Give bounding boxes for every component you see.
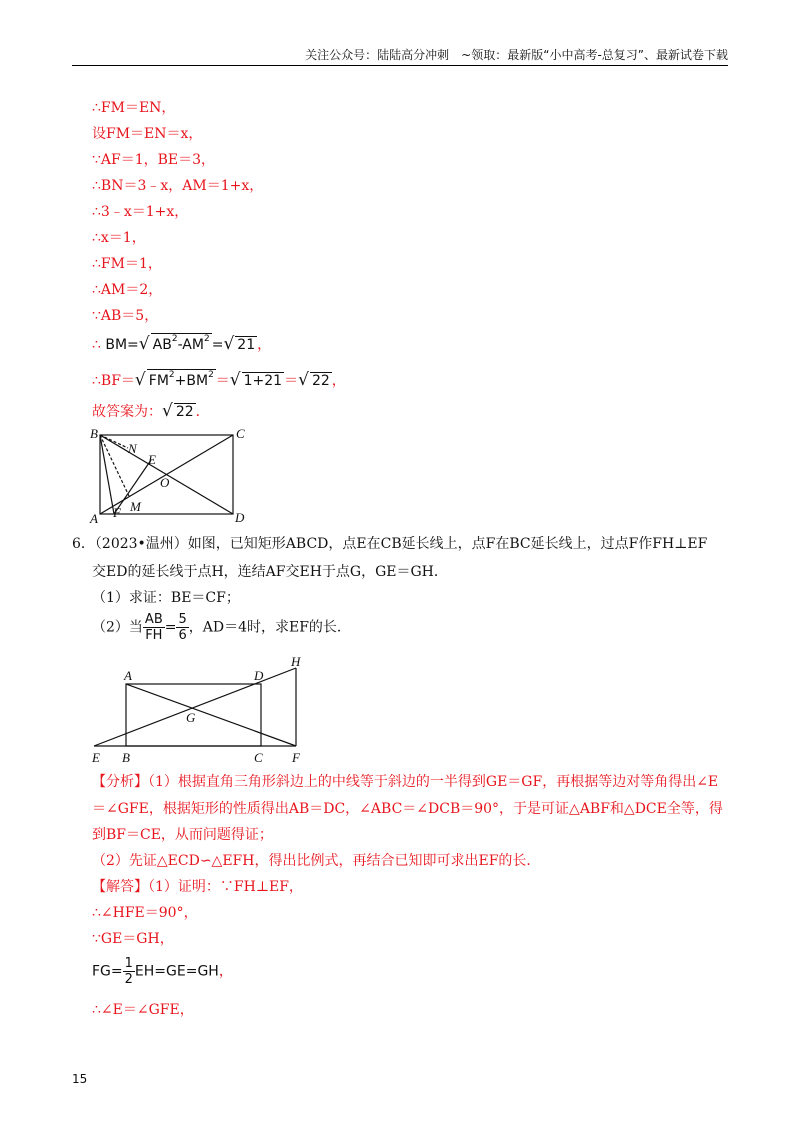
bf-formula: [92, 369, 346, 390]
radicand: 22: [311, 373, 330, 389]
rectangle-figure-2: [88, 652, 318, 766]
solution-line: ∴x＝1，: [92, 230, 146, 246]
label-O: O: [160, 475, 170, 490]
part2-suffix: ，AD＝4时，求EF的长．: [188, 619, 351, 636]
part2-prefix: （2）当: [92, 619, 143, 636]
radicand: [151, 333, 212, 353]
radicand: 22: [175, 404, 194, 420]
equals: ＝: [284, 373, 299, 389]
label-F: F: [113, 505, 121, 520]
exponent: 2: [208, 370, 214, 380]
page-header: 关注公众号：陆陆高分冲刺 ~领取：最新版“小中高考-总复习”、最新试卷下载: [305, 48, 728, 62]
label-F: F: [292, 750, 300, 765]
radicand-term: -AM: [177, 337, 204, 353]
denominator: FH: [145, 628, 163, 643]
fraction: [176, 612, 188, 643]
rectangle-figure-1: [86, 424, 256, 524]
question-6-line2: 交ED的延长线于点H，连结AF交EH于点G，GE＝GH．: [92, 564, 448, 580]
numerator: 5: [178, 612, 187, 627]
label-A: A: [124, 668, 132, 683]
solution-line: ∴AM＝2，: [92, 282, 163, 298]
solution-line: ∴BN＝3﹣x，AM＝1+x，: [92, 178, 264, 194]
fraction: [143, 612, 165, 643]
analysis-line: 【分析】（1）根据直角三角形斜边上的中线等于斜边的一半得到GE＝GF，再根据等边对等角得出∠E: [92, 774, 719, 790]
exponent: 2: [171, 334, 178, 344]
fraction: [123, 956, 135, 987]
radical-sign: √: [162, 401, 173, 421]
label-A: A: [90, 511, 98, 524]
radicand-term: +BM: [174, 373, 209, 389]
radical-sign: √: [223, 334, 235, 354]
equals: =: [211, 337, 224, 353]
solution-line: ∵AB＝5，: [92, 308, 159, 324]
numerator: 1: [124, 956, 133, 971]
label-M: M: [130, 499, 141, 514]
answer-prefix: 故答案为：: [92, 404, 162, 420]
punct: ．: [195, 404, 210, 420]
solution-line: ∴∠HFE＝90°，: [92, 905, 198, 921]
label-C: C: [254, 750, 263, 765]
punct: ，: [331, 373, 346, 389]
analysis-line: ＝∠GFE，根据矩形的性质得出AB＝DC，∠ABC＝∠DCB＝90°，于是可证△ABF和△DCE全等，得: [92, 801, 723, 817]
question-6-part1: （1）求证：BE＝CF；: [92, 590, 240, 606]
label-D: D: [235, 510, 245, 524]
solution-line: ∴3﹣x＝1+x，: [92, 204, 189, 220]
label-C: C: [236, 426, 245, 441]
formula-rhs: EH=GE=GH: [134, 963, 219, 980]
punct: ，: [218, 963, 233, 980]
answer-line: [92, 401, 210, 421]
label-D: D: [254, 668, 264, 683]
solution-line: 【解答】（1）证明：∵FH⊥EF，: [92, 879, 303, 895]
label-B: B: [122, 750, 130, 765]
label-E: E: [148, 452, 156, 467]
radical-sign: √: [138, 334, 150, 354]
analysis-line: 到BF＝CE，从而问题得证；: [92, 827, 273, 843]
formula-prefix: ∴BF＝: [92, 373, 135, 389]
denominator: 6: [178, 628, 187, 643]
radicand: 1+21: [243, 373, 283, 389]
question-6-part2: [92, 612, 351, 643]
equals: =: [164, 619, 177, 636]
label-H: H: [291, 654, 301, 669]
label-E: E: [92, 750, 100, 765]
solution-line: 设FM＝EN＝x，: [92, 126, 203, 142]
radicand-term: AB: [152, 337, 172, 353]
label-N: N: [128, 441, 137, 456]
solution-line: ∴FM＝EN，: [92, 100, 176, 116]
formula-lhs: FG=: [92, 963, 123, 980]
fg-formula: [92, 956, 233, 987]
exponent: 2: [168, 370, 175, 380]
exponent: 2: [203, 334, 210, 344]
label-G: G: [186, 710, 196, 725]
denominator: 2: [124, 972, 133, 987]
radical-sign: √: [298, 370, 309, 390]
solution-line: ∴FM＝1，: [92, 256, 162, 272]
header-rule: [72, 65, 728, 66]
radicand: [147, 369, 216, 389]
bm-formula: [92, 333, 271, 354]
radicand: 21: [237, 337, 256, 353]
punct: ，: [257, 337, 272, 353]
page-number: 15: [72, 1072, 88, 1086]
label-B: B: [90, 426, 98, 441]
equals: ＝: [215, 373, 230, 389]
radical-sign: √: [229, 370, 241, 390]
solution-line: ∵GE＝GH，: [92, 931, 174, 947]
formula-prefix: ∴: [92, 337, 101, 353]
numerator: AB: [144, 612, 163, 627]
solution-line: ∴∠E＝∠GFE，: [92, 1002, 194, 1018]
solution-line: ∵AF＝1，BE＝3，: [92, 152, 216, 168]
formula-lhs: BM=: [105, 337, 139, 353]
analysis-line: （2）先证△ECD∽△EFH，得出比例式，再结合已知即可求出EF的长．: [92, 853, 541, 869]
radical-sign: √: [134, 370, 146, 390]
question-6-line1: 6．（2023•温州）如图，已知矩形ABCD，点E在CB延长线上，点F在BC延长线上，过点F作FH⊥EF: [72, 536, 708, 552]
radicand-term: FM: [148, 373, 169, 389]
